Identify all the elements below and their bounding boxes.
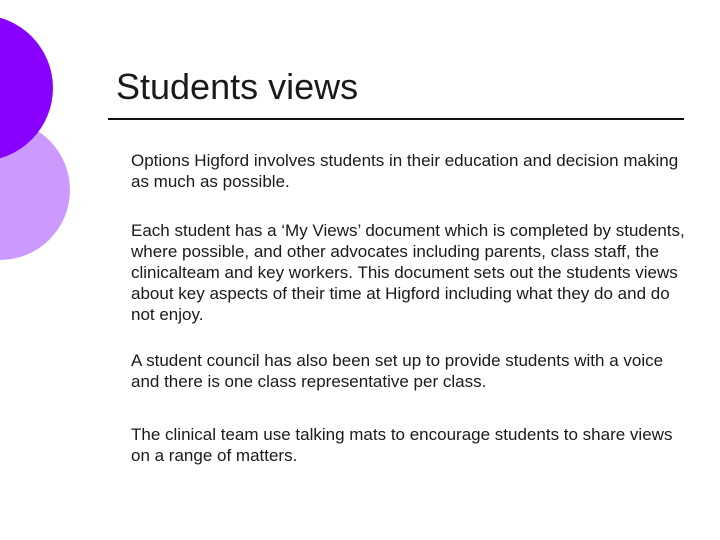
paragraph-2 <box>131 220 691 325</box>
paragraph-text: Options Higford involves students in their education and decision making as much as possible. <box>131 151 679 191</box>
paragraph-4 <box>131 424 691 466</box>
paragraph-1 <box>131 150 691 192</box>
title-divider <box>108 118 684 120</box>
paragraph-text: The clinical team use talking mats to encourage students to share views on a range of matters. <box>131 425 673 465</box>
slide-title: Students views <box>116 66 359 107</box>
paragraph-3 <box>131 350 691 392</box>
paragraph-text: A student council has also been set up to provide students with a voice and there is one class representative per class. <box>131 351 664 391</box>
paragraph-text: Each student has a ‘My Views’ document which is completed by students, where possible, and other advocates including parents, class staff, the clinicalteam and key workers. This document sets out the students views about key aspects of their time at Higford including what they do and do not enjoy. <box>131 221 685 324</box>
